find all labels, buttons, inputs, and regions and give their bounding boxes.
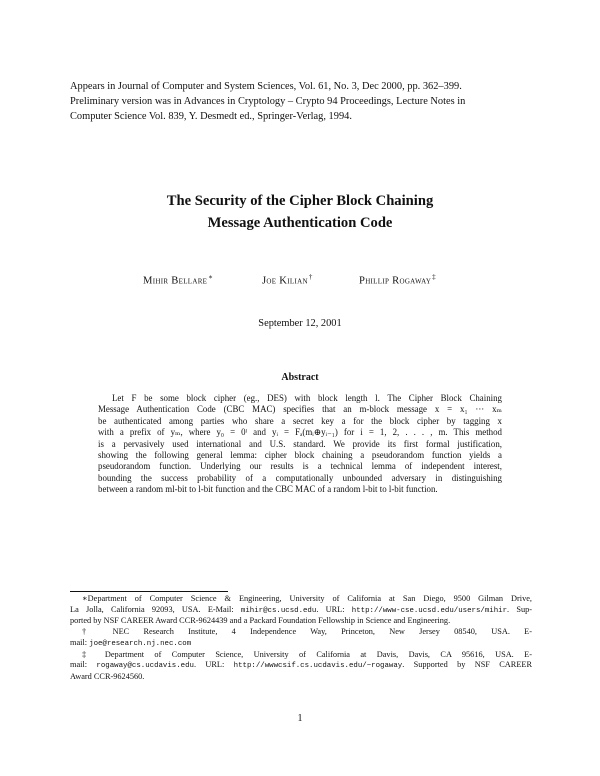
abstract-body [98, 393, 502, 496]
footnote-divider [70, 591, 228, 592]
publication-note-line: Appears in Journal of Computer and System Sciences, Vol. 61, No. 3, Dec 2000, pp. 362–399. [70, 81, 462, 92]
abstract-line: be authenticated among parties who share a secret key a for the block cipher by tagging x [98, 415, 502, 426]
abstract-line: between a random ml-bit to l-bit function and the CBC MAC of a random l-bit to l-bit function. [98, 484, 438, 495]
email-link[interactable]: rogaway@cs.ucdavis.edu [96, 662, 194, 671]
footnote-text: La Jolla, California 92093, USA. E-Mail: [70, 604, 241, 614]
title-line-1: The Security of the Cipher Block Chaining [166, 193, 434, 209]
footnote-kilian-line: † NEC Research Institute, 4 Independence Way, Princeton, New Jersey 08540, USA. E- [82, 627, 532, 637]
publication-note [70, 79, 532, 124]
abstract-line: with a prefix of yₘ, where y₀ = 0ˡ and yᵢ = Fₐ(mᵢ⊕yᵢ₋₁) for i = 1, 2, . . . , m. This method [98, 427, 502, 438]
abstract-line: bounding the success probability of a computationally unbounded adversary in distinguishing [98, 472, 502, 483]
footnote-text: . URL: [193, 660, 234, 670]
footnote-rogaway-line [70, 660, 532, 672]
paper-date: September 12, 2001 [258, 318, 342, 329]
email-link[interactable]: joe@research.nj.nec.com [89, 639, 192, 648]
footnote-mark: ∗ [208, 273, 214, 281]
author-kilian [262, 270, 313, 289]
author-name: Mihir Bellare [143, 275, 208, 287]
footnote-bellare-line: ∗Department of Computer Science & Engineering, University of California at San Diego, 9500 Gilman Drive, [82, 594, 532, 603]
url-link[interactable]: http://wwwcsif.cs.ucdavis.edu/~rogaway [233, 662, 403, 671]
publication-note-line: Preliminary version was in Advances in Cryptology – Crypto 94 Proceedings, Lecture Notes in [70, 96, 466, 107]
footnote-text: mail: [70, 660, 97, 670]
paper-title [60, 190, 540, 234]
author-name: Phillip Rogaway [359, 275, 432, 287]
footnote-mark: ‡ [432, 273, 436, 281]
title-line-2: Message Authentication Code [207, 215, 393, 231]
author-name: Joe Kilian [262, 275, 308, 287]
publication-note-line: Computer Science Vol. 839, Y. Desmedt ed., Springer-Verlag, 1994. [70, 111, 352, 122]
author-rogaway [359, 270, 436, 289]
footnote-text: . Supported by NSF CAREER [402, 660, 532, 670]
url-link[interactable]: http://www-cse.ucsd.edu/users/mihir [351, 606, 508, 615]
page-number: 1 [297, 713, 303, 724]
footnote-bellare-line [70, 605, 532, 617]
abstract-line: showing the following general lemma: cipher block chaining a pseudorandom function yields a [98, 450, 502, 461]
footnote-text: . Sup- [507, 604, 533, 614]
footnote-text: . URL: [316, 604, 352, 614]
abstract-line: Message Authentication Code (CBC MAC) specifies that an m-block message x = x₁ ··· xₘ [98, 404, 502, 415]
abstract-line: pseudorandom function. Underlying our results is a technical lemma of independent interest, [98, 461, 502, 472]
abstract-heading: Abstract [281, 372, 319, 383]
footnote-mark: † [308, 273, 313, 281]
footnotes [70, 594, 532, 683]
abstract-line: is a pervasively used international and U.S. standard. We provide its first formal justification, [98, 438, 502, 449]
author-bellare [143, 270, 213, 289]
footnote-rogaway-line: ‡ Department of Computer Science, University of California at Davis, Davis, CA 95616, USA. E- [82, 649, 532, 659]
footnote-text: mail: [70, 637, 90, 647]
footnote-rogaway-line: Award CCR-9624560. [70, 671, 145, 681]
footnote-bellare-line: ported by NSF CAREER Award CCR-9624439 and a Packard Foundation Fellowship in Science and Engineering. [70, 616, 451, 626]
email-link[interactable]: mihir@cs.ucsd.edu [240, 606, 317, 615]
footnote-kilian-line [70, 638, 532, 650]
abstract-line: Let F be some block cipher (eg., DES) with block length l. The Cipher Block Chaining [112, 393, 502, 403]
